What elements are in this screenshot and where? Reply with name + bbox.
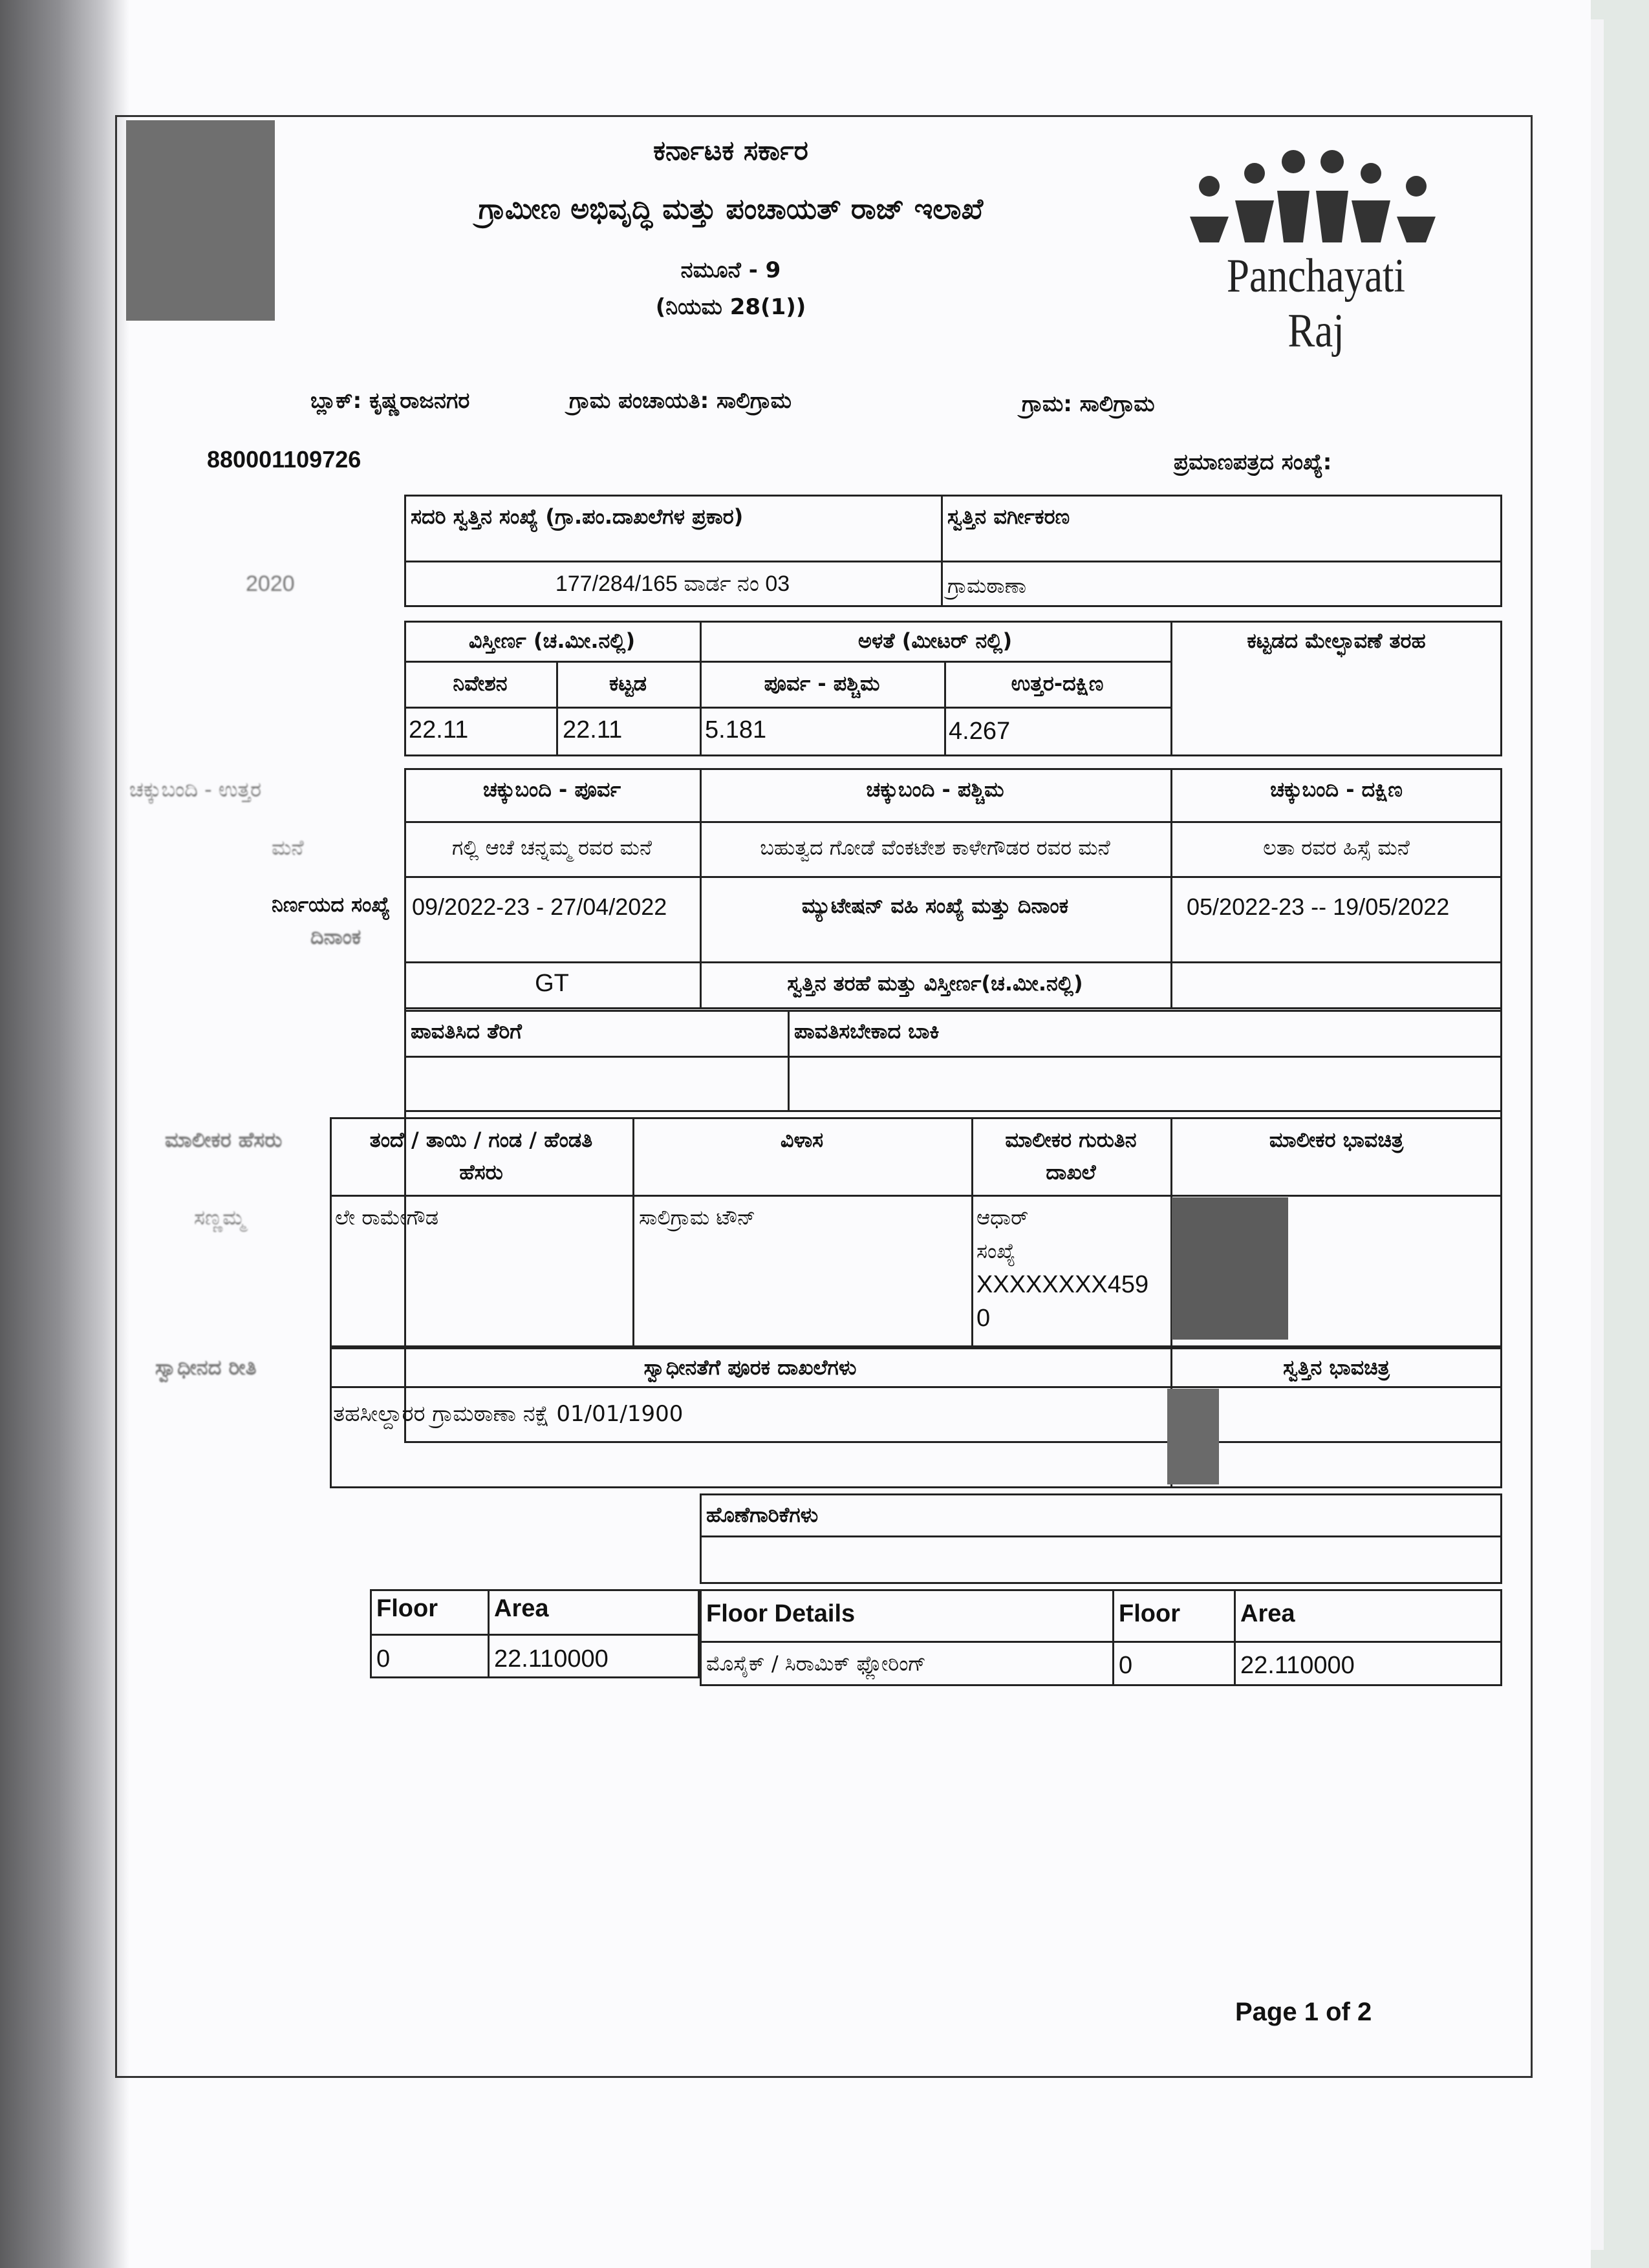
id-header-line1: ಮಾಲೀಕರ ಗುರುತಿನ — [1005, 1128, 1137, 1152]
property-type-label: ಸ್ವತ್ತಿನ ತರಹೆ ಮತ್ತು ವಿಸ್ತೀರ್ಣ(ಚ.ಮೀ.ನಲ್ಲಿ) — [787, 971, 1083, 996]
liabilities-header: ಹೊಣೆಗಾರಿಕೆಗಳು — [706, 1503, 819, 1527]
east-west-length: 5.181 — [705, 716, 767, 744]
west-boundary-label: ಚಕ್ಕುಬಂದಿ - ಪಶ್ಚಿಮ — [866, 777, 1004, 802]
floor-value-left: 0 — [376, 1645, 391, 1673]
supporting-docs-value: ತಹಸೀಲ್ದಾರರ ಗ್ರಾಮಠಾಣಾ ನಕ್ಷೆ 01/01/1900 — [333, 1401, 684, 1427]
karnataka-emblem-image — [126, 120, 275, 321]
owner-id-line1: ಆಧಾರ್ — [976, 1205, 1029, 1230]
address-header: ವಿಳಾಸ — [780, 1128, 824, 1152]
page-number: Page 1 of 2 — [1235, 1998, 1372, 2026]
form-number: ನಮೂನೆ - 9 — [680, 257, 781, 283]
owner-name-header: ಮಾಲೀಕರ ಹೆಸರು — [165, 1128, 283, 1152]
taluk: ಬ್ಲಾಕ್: ಕೃಷ್ಣರಾಜನಗರ — [310, 388, 470, 414]
owner-id-number-end: 0 — [976, 1305, 991, 1332]
relation-header-line2: ಹೆಸರು — [459, 1160, 503, 1184]
owner-id-line2: ಸಂಖ್ಯೆ — [976, 1239, 1016, 1263]
liabilities-table — [700, 1493, 1502, 1584]
dimension-label: ಅಳತೆ (ಮೀಟರ್ ನಲ್ಲಿ) — [857, 628, 1013, 653]
owner-photo — [1172, 1197, 1288, 1340]
govt-title: ಕರ್ನಾಟಕ ಸರ್ಕಾರ — [653, 134, 808, 166]
resolution-value: 09/2022-23 - 27/04/2022 — [412, 893, 667, 920]
panchayati-raj-logo-text: Panchayati Raj — [1227, 250, 1405, 358]
rule-reference: (ನಿಯಮ 28(1)) — [655, 294, 806, 320]
north-boundary-label: ಚಕ್ಕುಬಂದಿ - ಉತ್ತರ — [129, 777, 262, 802]
site-label: ನಿವೇಶನ — [453, 671, 508, 696]
owner-address: ಸಾಲಿಗ್ರಾಮ ಟೌನ್ — [639, 1205, 756, 1230]
site-area: 22.11 — [409, 716, 469, 744]
building-area: 22.11 — [563, 716, 623, 744]
west-boundary-value: ಬಹುತ್ವದ ಗೋಡೆ ವೆಂಕಟೇಶ ಕಾಳೇಗೌಡರ ರವರ ಮನೆ — [760, 835, 1110, 860]
north-boundary-value: ಮನೆ — [272, 835, 304, 860]
relation-header-line1: ತಂದೆ / ತಾಯಿ / ಗಂಡ / ಹೆಂಡತಿ — [369, 1128, 593, 1152]
east-west-label: ಪೂರ್ವ - ಪಶ್ಚಿಮ — [764, 671, 880, 696]
area-label: ವಿಸ್ತೀರ್ಣ (ಚ.ಮೀ.ನಲ್ಲಿ) — [468, 628, 636, 653]
mutation-value: 05/2022-23 -- 19/05/2022 — [1187, 893, 1450, 920]
area-header-right: Area — [1240, 1600, 1295, 1627]
tax-table — [404, 1010, 1502, 1112]
floor-header-left: Floor — [376, 1595, 438, 1622]
resolution-date-label: ದಿನಾಂಕ — [310, 925, 361, 949]
building-label: ಕಟ್ಟಡ — [609, 671, 647, 696]
property-type-value: GT — [535, 970, 569, 997]
supporting-docs-header: ಸ್ವಾಧೀನತೆಗೆ ಪೂರಕ ದಾಖಲೆಗಳು — [643, 1355, 857, 1380]
floor-header-right: Floor — [1119, 1600, 1180, 1627]
resolution-label: ನಿರ್ಣಯದ ಸಂಖ್ಯೆ — [272, 892, 391, 917]
classification-label: ಸ್ವತ್ತಿನ ವರ್ಗೀಕರಣ — [947, 504, 1070, 529]
dept-title: ಗ್ರಾಮೀಣ ಅಭಿವೃದ್ಧಿ ಮತ್ತು ಪಂಚಾಯತ್ ರಾಜ್ ಇಲಾಖೆ — [478, 193, 984, 226]
floor-details-value: ಮೊಸೈಕ್ / ಸಿರಾಮಿಕ್ ಫ್ಲೋರಿಂಗ್ — [706, 1651, 927, 1676]
owner-id-number: XXXXXXXX459 — [976, 1271, 1149, 1298]
acquisition-label: ಸ್ವಾಧೀನದ ರೀತಿ — [155, 1355, 257, 1380]
tax-paid-label: ಪಾವತಿಸಿದ ತೆರಿಗೆ — [411, 1019, 522, 1043]
north-south-label: ಉತ್ತರ-ದಕ್ಷಿಣ — [1011, 671, 1104, 696]
tax-due-label: ಪಾವತಿಸಬೇಕಾದ ಬಾಕಿ — [794, 1019, 940, 1043]
area-header-left: Area — [494, 1595, 549, 1622]
floor-value-right: 0 — [1119, 1652, 1133, 1679]
floor-details-header: Floor Details — [706, 1600, 856, 1627]
owner-photo-header: ಮಾಲೀಕರ ಭಾವಚಿತ್ರ — [1269, 1128, 1404, 1152]
owner-relation: ಲೇ ರಾಮೇಗೌಡ — [335, 1205, 439, 1230]
binder-shadow — [0, 0, 129, 2268]
owner-name: ಸಣ್ಣಮ್ಮ — [194, 1205, 245, 1230]
roof-type-label: ಕಟ್ಟಡದ ಮೇಲ್ಛಾವಣೆ ತರಹ — [1247, 628, 1426, 653]
classification-value: ಗ್ರಾಮಠಾಣಾ — [947, 573, 1026, 598]
property-number: 177/284/165 ವಾರ್ಡ ನಂ 03 — [555, 572, 790, 596]
south-boundary-value: ಲತಾ ರವರ ಹಿಸ್ಸೆ ಮನೆ — [1263, 835, 1410, 860]
mutation-label: ಮ್ಯುಟೇಷನ್ ವಹಿ ಸಂಖ್ಯೆ ಮತ್ತು ದಿನಾಂಕ — [801, 893, 1069, 918]
gram-panchayat: ಗ್ರಾಮ ಪಂಚಾಯತಿ: ಸಾಲಿಗ್ರಾಮ — [569, 388, 792, 414]
north-south-length: 4.267 — [949, 718, 1011, 745]
certificate-number-label: ಪ್ರಮಾಣಪತ್ರದ ಸಂಖ್ಯೆ: — [1174, 449, 1332, 475]
property-photo-header: ಸ್ವತ್ತಿನ ಭಾವಚಿತ್ರ — [1283, 1355, 1390, 1380]
date-partial: 2020 — [246, 572, 295, 596]
east-boundary-label: ಚಕ್ಕುಬಂದಿ - ಪೂರ್ವ — [482, 777, 621, 802]
area-value-right: 22.110000 — [1240, 1652, 1355, 1679]
east-boundary-value: ಗಲ್ಲಿ ಆಚೆ ಚನ್ನಮ್ಮ ರವರ ಮನೆ — [451, 835, 652, 860]
area-value-left: 22.110000 — [494, 1645, 609, 1673]
sadari-label: ಸದರಿ ಸ್ವತ್ತಿನ ಸಂಖ್ಯೆ (ಗ್ರಾ.ಪಂ.ದಾಖಲೆಗಳ ಪ್ರಕಾರ) — [411, 504, 744, 529]
id-header-line2: ದಾಖಲೆ — [1046, 1160, 1096, 1184]
village: ಗ್ರಾಮ: ಸಾಲಿಗ್ರಾಮ — [1022, 391, 1155, 417]
south-boundary-label: ಚಕ್ಕುಬಂದಿ - ದಕ್ಷಿಣ — [1270, 777, 1403, 802]
property-id: 880001109726 — [207, 446, 361, 473]
property-photo — [1167, 1389, 1219, 1484]
